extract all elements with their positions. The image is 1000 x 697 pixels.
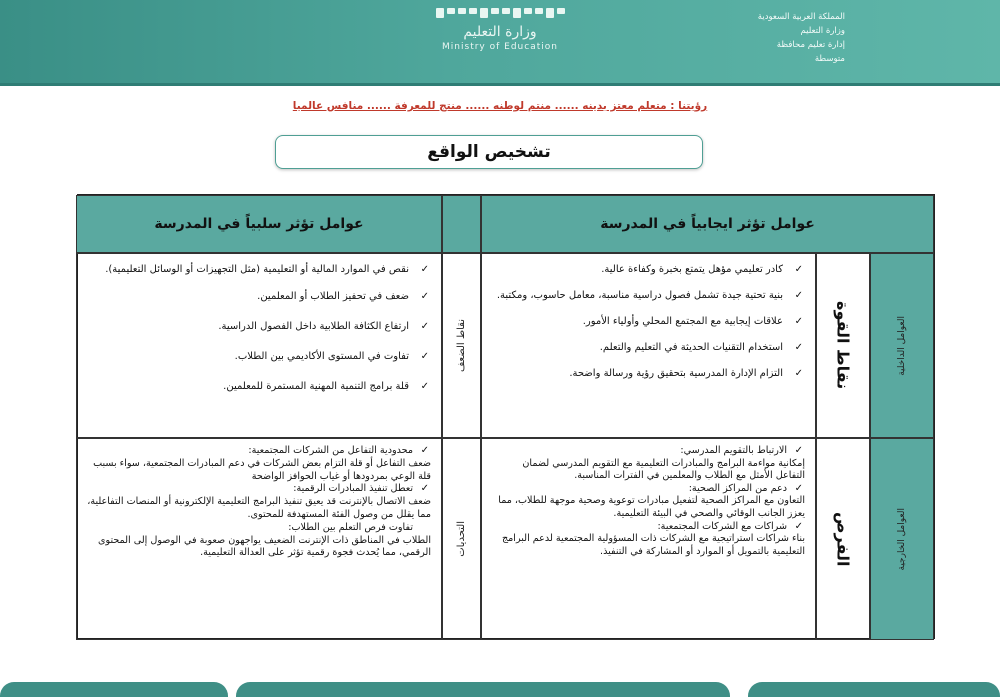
logo-dots-icon <box>410 8 590 18</box>
threat-heading: تفاوت فرص التعلم بين الطلاب: <box>288 521 413 533</box>
footer-tab <box>748 682 1000 697</box>
opportunity-heading: ✓ شراكات مع الشركات المجتمعية: <box>492 521 805 534</box>
strengths-cell <box>481 253 816 438</box>
opportunity-text: التعاون مع المراكز الصحية لتفعيل مبادرات توعوية وصحية موجهة للطلاب، مما يعزز الجانب الوقائي والصحي في البيئة التعليمية. <box>498 495 805 519</box>
threats-cell <box>76 438 442 640</box>
header-banner <box>0 0 1000 86</box>
list-item: ✓ علاقات إيجابية مع المجتمع المحلي وأولياء الأمور. <box>492 314 805 329</box>
list-item: ✓ تفاوت في المستوى الأكاديمي بين الطلاب. <box>87 349 431 364</box>
gov-line: متوسطة <box>814 54 845 64</box>
threat-text: ضعف الاتصال بالإنترنت قد يعيق تنفيذ البرامج التعليمية الإلكترونية أو المنصات التفاعلية، مما يقلل من وصول الفئة المستهدفة للمحتوى. <box>87 496 431 520</box>
page-title: تشخيص الواقع <box>275 135 703 169</box>
weaknesses-cell <box>76 253 442 438</box>
negative-factors-header: عوامل تؤثر سلبياً في المدرسة <box>76 195 442 253</box>
gov-line: إدارة تعليم محافظة <box>776 40 845 50</box>
external-factors-side <box>870 438 934 640</box>
footer-tab <box>0 682 228 697</box>
government-lines <box>725 10 845 66</box>
list-item: ✓ ضعف في تحفيز الطلاب أو المعلمين. <box>87 289 431 304</box>
opportunities-label: الفرص <box>833 511 853 567</box>
threat-heading: ✓ تعطل تنفيذ المبادرات الرقمية: <box>87 483 431 496</box>
logo-english-text: Ministry of Education <box>442 42 558 52</box>
gov-line: المملكة العربية السعودية <box>757 12 845 22</box>
list-item: ✓ بنية تحتية جيدة تشمل فصول دراسية مناسبة، معامل حاسوب، ومكتبة. <box>492 288 805 303</box>
list-item: ✓ قلة برامج التنمية المهنية المستمرة للمعلمين. <box>87 379 431 394</box>
external-factors-label: العوامل الخارجية <box>897 507 907 571</box>
threat-text: ضعف التفاعل أو قلة التزام بعض الشركات في دعم المبادرات المجتمعية، سواء بسبب قلة الوعي بمردودها أو غياب الحوافز الواضحة <box>93 457 431 482</box>
footer-tab <box>236 682 730 697</box>
footer-tabs <box>0 682 1000 697</box>
internal-factors-side <box>870 253 934 438</box>
opportunities-label-cell <box>816 438 870 640</box>
internal-factors-label: العوامل الداخلية <box>897 315 907 376</box>
weaknesses-label-cell <box>442 253 481 438</box>
threat-text: الطلاب في المناطق ذات الإنترنت الضعيف يواجهون صعوبة في الوصول إلى المحتوى الرقمي، مما يُحدث فجوة رقمية تؤثر على العدالة التعليمية. <box>97 534 431 559</box>
opportunity-heading: ✓ دعم من المراكز الصحية: <box>492 483 805 496</box>
opportunities-cell <box>481 438 816 640</box>
list-item: ✓ ارتفاع الكثافة الطلابية داخل الفصول الدراسية. <box>87 319 431 334</box>
threat-heading: ✓ محدودية التفاعل من الشركات المجتمعية: <box>87 445 431 458</box>
list-item: ✓ التزام الإدارة المدرسية بتحقيق رؤية ورسالة واضحة. <box>492 366 805 381</box>
swot-table <box>77 194 935 639</box>
threats-label-cell <box>442 438 481 640</box>
ministry-logo <box>410 8 590 68</box>
weaknesses-label: نقاط الضعف <box>456 319 467 372</box>
strengths-label: نقاط القوة <box>833 301 853 390</box>
header-spacer <box>442 195 481 253</box>
threats-label: التحديات <box>456 521 467 557</box>
strengths-label-cell <box>816 253 870 438</box>
list-item: ✓ نقص في الموارد المالية أو التعليمية (مثل التجهيزات أو الوسائل التعليمية). <box>87 262 431 277</box>
list-item: ✓ كادر تعليمي مؤهل يتمتع بخبرة وكفاءة عالية. <box>492 262 805 277</box>
logo-arabic-text: وزارة التعليم <box>463 24 537 40</box>
opportunity-text: إمكانية مواءمة البرامج والمبادرات التعليمية مع التقويم المدرسي لضمان التفاعل الأمثل مع الطلاب والمعلمين في الفترات المناسبة. <box>522 457 805 482</box>
opportunity-text: بناء شراكات استراتيجية مع الشركات ذات المسؤولية المجتمعية لدعم البرامج التعليمية بالتمويل أو الموارد أو المشاركة في التنفيذ. <box>501 533 805 557</box>
gov-line: وزارة التعليم <box>800 26 845 36</box>
positive-factors-header: عوامل تؤثر ايجابياً في المدرسة <box>481 195 934 253</box>
opportunity-heading: ✓ الارتباط بالتقويم المدرسي: <box>492 445 805 458</box>
list-item: ✓ استخدام التقنيات الحديثة في التعليم والتعلم. <box>492 340 805 355</box>
vision-statement: رؤيتنا : متعلم معتز بدينه ...... منتم لوطنه ...... منتج للمعرفة ...... منافس عالميا <box>292 100 708 112</box>
